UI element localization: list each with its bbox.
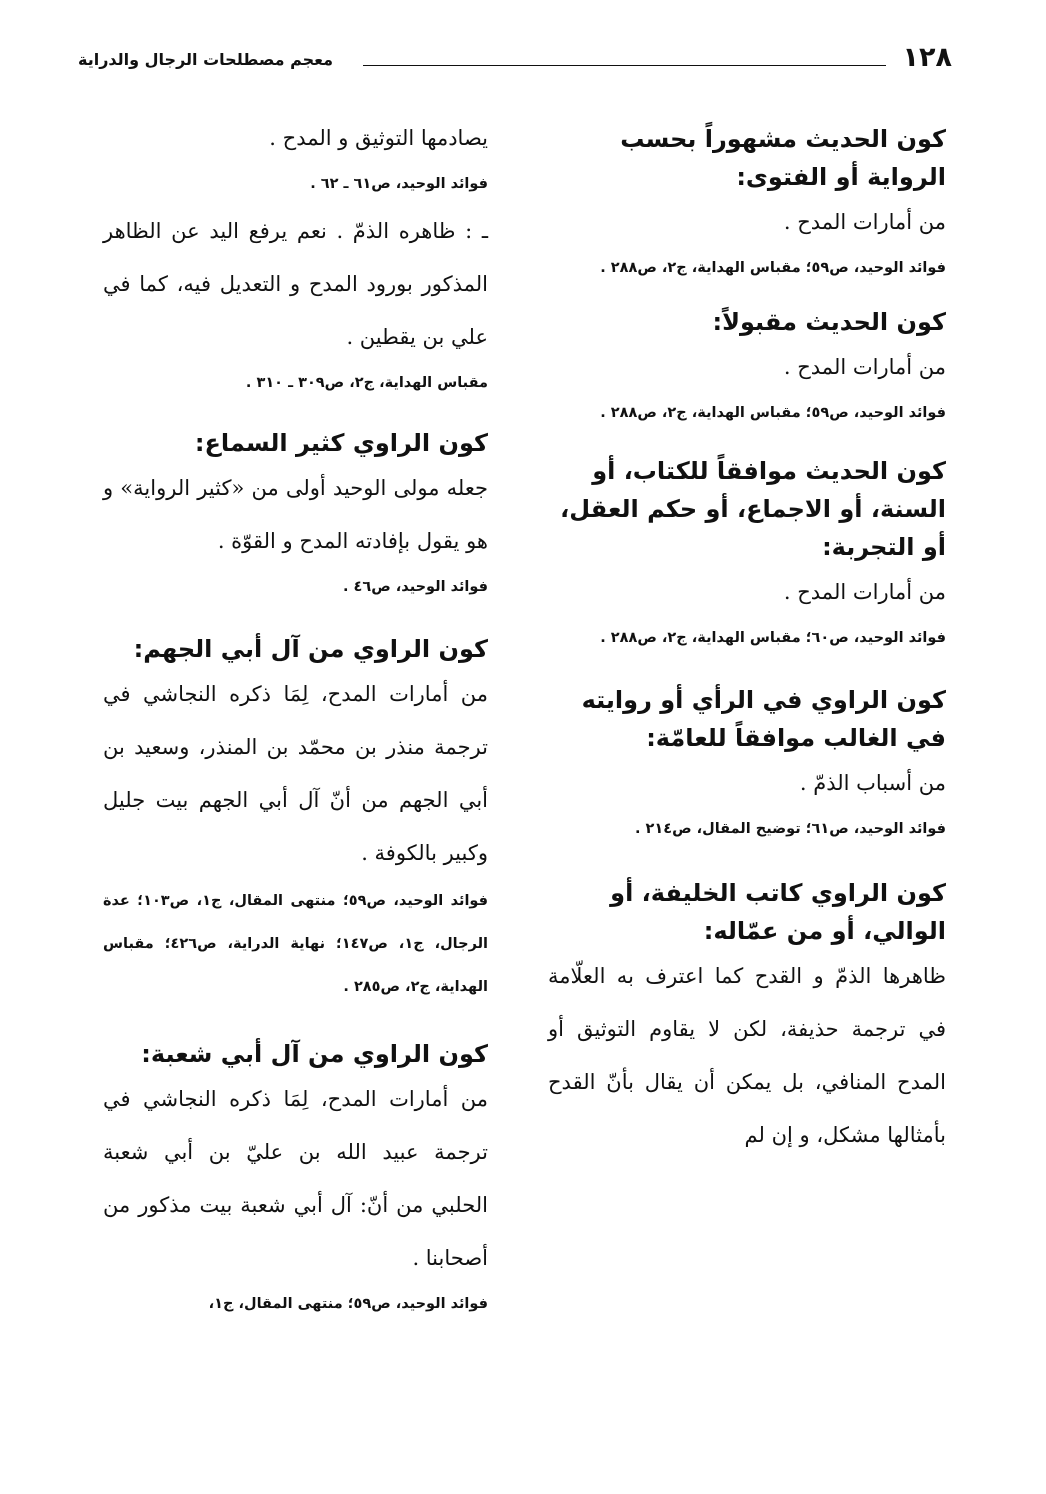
entry-heading: كون الحديث مشهوراً بحسب الرواية أو الفتوى: bbox=[620, 125, 946, 191]
entry-rawi-ammah bbox=[548, 681, 946, 848]
entry-reference: فوائد الوحيد، ص٥٩؛ منتهى المقال، ج١، ص١٠٣؛ عدة الرجال، ج١، ص١٤٧؛ نهاية الدراية، ص٤٢٦؛ مقباس الهداية، ج٢، ص٢٨٥ . bbox=[103, 893, 489, 995]
entry-body: يصادمها التوثيق و المدح . bbox=[269, 126, 488, 150]
entry-body: من أسباب الذمّ . bbox=[799, 771, 946, 795]
entry-heading: كون الراوي في الرأي أو روايته في الغالب موافقاً للعامّة: bbox=[581, 686, 946, 752]
entry-heading: كون الراوي من آل أبي شعبة: bbox=[141, 1040, 488, 1068]
entry-hadith-mashhur bbox=[548, 120, 946, 287]
entry-reference: فوائد الوحيد، ص٥٩؛ مقباس الهداية، ج٢، ص٢٨٨ . bbox=[600, 260, 946, 276]
entry-heading: كون الراوي من آل أبي الجهم: bbox=[133, 635, 488, 663]
entry-continuation bbox=[103, 112, 488, 203]
entry-body: من أمارات المدح، لِمَا ذكره النجاشي في ترجمة عبيد الله بن عليّ بن أبي شعبة الحلبي من أنّ: آل أبي شعبة بيت مذكور من أصحابنا . bbox=[103, 1087, 488, 1270]
entry-body: ظاهرها الذمّ و القدح كما اعترف به العلّامة في ترجمة حذيفة، لكن لا يقاوم التوثيق أو المدح المنافي، بل يمكن أن يقال بأنّ القدح بأمثالها مشكل، و إن لم bbox=[548, 964, 946, 1147]
entry-body: ـ : ظاهره الذمّ . نعم يرفع اليد عن الظاهر المذكور بورود المدح و التعديل فيه، كما في علي بن يقطين . bbox=[103, 219, 488, 349]
entry-heading: كون الحديث موافقاً للكتاب، أو السنة، أو الاجماع، أو حكم العقل، أو التجربة: bbox=[560, 457, 946, 561]
entry-reference: مقباس الهداية، ج٢، ص٣٠٩ ـ ٣١٠ . bbox=[245, 375, 488, 391]
entry-heading: كون الراوي كثير السماع: bbox=[194, 429, 488, 457]
page-number: ١٢٨ bbox=[902, 42, 952, 73]
entry-hadith-muwafiq bbox=[548, 452, 946, 657]
running-title: معجم مصطلحات الرجال والدراية bbox=[78, 50, 334, 69]
entry-rawi-kathir-alsama bbox=[103, 424, 488, 606]
left-column bbox=[103, 112, 488, 1323]
entry-body: من أمارات المدح . bbox=[783, 355, 946, 379]
entry-body: من أمارات المدح . bbox=[783, 580, 946, 604]
right-column bbox=[548, 112, 946, 1162]
page-header bbox=[78, 36, 952, 76]
entry-body: من أمارات المدح . bbox=[783, 210, 946, 234]
entry-body: من أمارات المدح، لِمَا ذكره النجاشي في ترجمة منذر بن محمّد بن المنذر، وسعيد بن أبي الجهم من أنّ آل أبي الجهم بيت جليل وكبير بالكوفة . bbox=[103, 682, 488, 865]
entry-reference: فوائد الوحيد، ص٥٩؛ منتهى المقال، ج١، bbox=[208, 1296, 488, 1312]
entry-heading: كون الراوي كاتب الخليفة، أو الوالي، أو من عمّاله: bbox=[610, 879, 946, 945]
entry-heading: كون الحديث مقبولاً: bbox=[712, 308, 946, 336]
entry-reference: فوائد الوحيد، ص٥٩؛ مقباس الهداية، ج٢، ص٢٨٨ . bbox=[600, 405, 946, 421]
entry-hadith-maqbul bbox=[548, 303, 946, 432]
header-rule bbox=[363, 65, 886, 66]
entry-reference: فوائد الوحيد، ص٤٦ . bbox=[342, 579, 488, 595]
entry-al-abi-aljahm bbox=[103, 630, 488, 1009]
entry-al-abi-shubah bbox=[103, 1035, 488, 1323]
entry-reference: فوائد الوحيد، ص٦١ ـ ٦٢ . bbox=[310, 176, 488, 192]
entry-continuation-dash bbox=[103, 205, 488, 402]
entry-reference: فوائد الوحيد، ص٦٠؛ مقباس الهداية، ج٢، ص٢٨٨ . bbox=[600, 630, 946, 646]
entry-reference: فوائد الوحيد، ص٦١؛ توضيح المقال، ص٢١٤ . bbox=[634, 821, 946, 837]
entry-body: جعله مولى الوحيد أولى من «كثير الرواية» و هو يقول بإفادته المدح و القوّة . bbox=[103, 476, 488, 553]
entry-rawi-katib bbox=[548, 874, 946, 1162]
